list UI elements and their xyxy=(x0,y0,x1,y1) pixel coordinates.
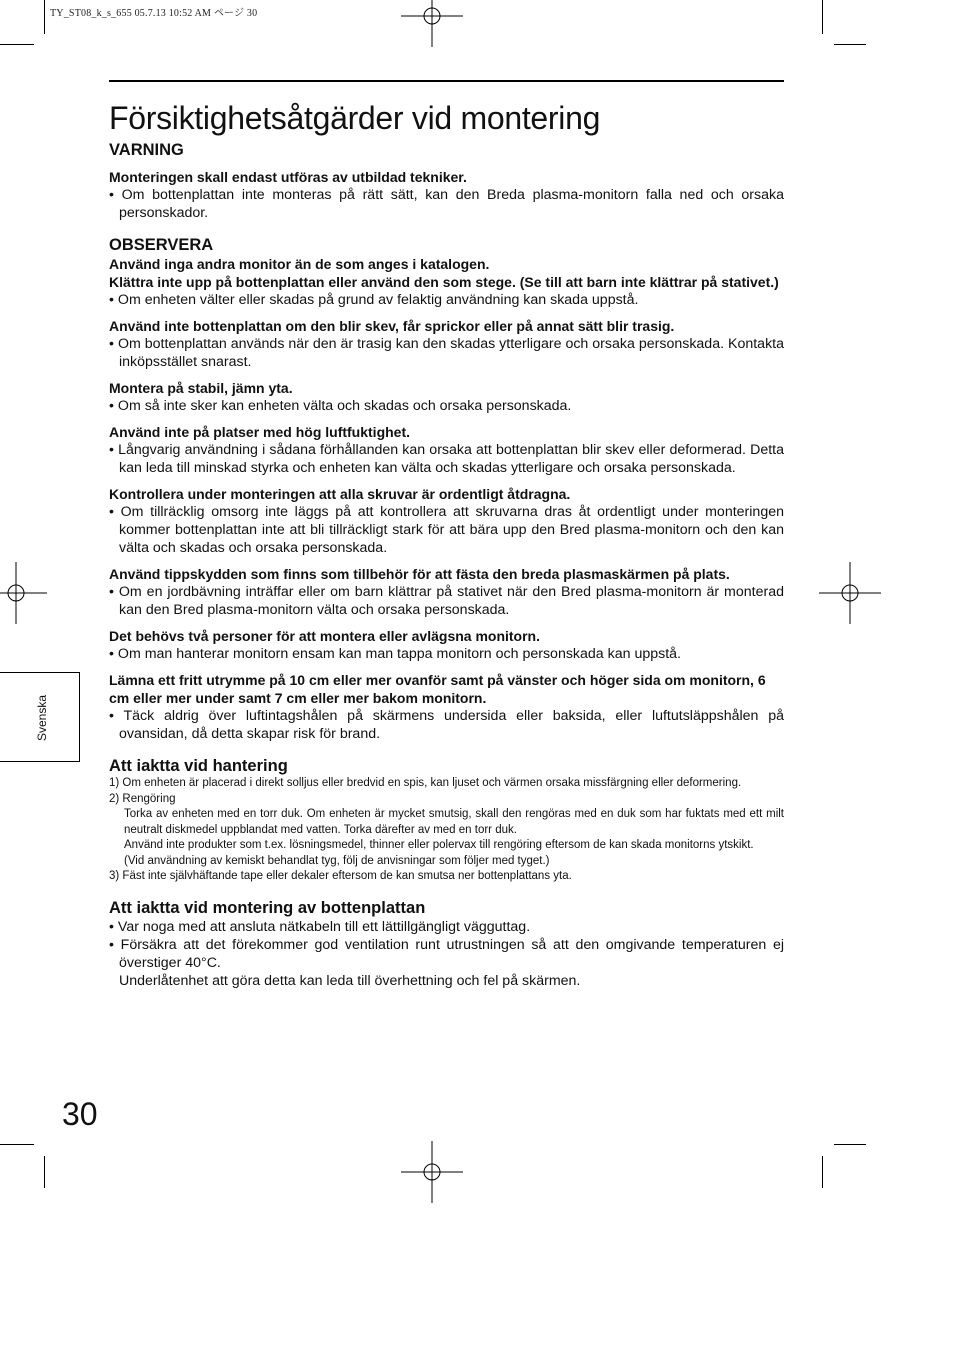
registration-mark-icon xyxy=(0,562,47,624)
caution-item-heading: Lämna ett fritt utrymme på 10 cm eller mer ovanför samt på vänster och höger sida om monitorn, 6 cm eller mer under samt 7 cm eller mer bakom monitorn. xyxy=(109,672,766,706)
caution-item-text: • Om bottenplattan används när den är trasig kan den skadas ytterligare och orsaka personskada. Kontakta inköpsstället snarast. xyxy=(109,336,784,370)
caution-heading: OBSERVERA xyxy=(109,236,214,254)
crop-mark xyxy=(834,1144,866,1145)
page-title: Försiktighetsåtgärder vid montering xyxy=(109,100,601,136)
handling-heading: Att iaktta vid hantering xyxy=(109,757,288,775)
print-header-line: TY_ST08_k_s_655 05.7.13 10:52 AM ページ 30 xyxy=(50,8,258,19)
crop-mark xyxy=(822,0,823,34)
warning-bullet: • Om bottenplattan inte monteras på rätt sätt, kan den Breda plasma-monitorn falla ned och orsaka personskador. xyxy=(109,187,784,221)
crop-mark xyxy=(44,0,45,34)
caution-item-text: • Om en jordbävning inträffar eller om barn klättrar på stativet när den Bred plasma-monitorn är monterad kan den Bred plasma-monitorn välta och orsaka personskada. xyxy=(109,584,784,618)
caution-item-text: • Om man hanterar monitorn ensam kan man tappa monitorn och personskada kan uppstå. xyxy=(109,646,681,662)
caution-item-text: • Om tillräcklig omsorg inte läggs på att kontrollera att skruvarna dras åt ordentligt under monteringen kommer bottenplattan inte att bli tillräckligt stark för att bära upp den Bred plasma-monitorn och den kan välta och skadas och orsaka personskada. xyxy=(109,504,784,556)
page-content xyxy=(109,80,784,990)
handling-paragraph: Använd inte produkter som t.ex. lösningsmedel, thinner eller polervax till rengöring eftersom de kan skada monitorns ytskikt. xyxy=(124,839,754,851)
registration-mark-icon xyxy=(401,1141,463,1203)
handling-item: 3) Fäst inte självhäftande tape eller dekaler eftersom de kan smutsa ner bottenplattans yta. xyxy=(109,870,572,882)
mounting-heading: Att iaktta vid montering av bottenplattan xyxy=(109,898,426,917)
caution-item-heading: Det behövs två personer för att montera eller avlägsna monitorn. xyxy=(109,628,540,644)
caution-item-text: • Långvarig användning i sådana förhållanden kan orsaka att bottenplattan blir skev eller deformerad. Detta kan leda till minskad styrka och enheten kan välta och skadas ytterligare och orsaka personskada. xyxy=(109,442,784,476)
warning-heading: VARNING xyxy=(109,141,184,159)
crop-mark xyxy=(834,44,866,45)
crop-mark xyxy=(822,1156,823,1188)
caution-item-heading: Montera på stabil, jämn yta. xyxy=(109,380,293,396)
crop-mark xyxy=(0,1144,34,1145)
language-label: Svenska xyxy=(35,694,49,742)
handling-paragraph: Torka av enheten med en torr duk. Om enheten är mycket smutsig, skall den rengöras med en duk som har fuktats med ett milt neutralt diskmedel uppblandat med vatten. Torka därefter av med en torr duk. xyxy=(124,808,784,836)
warning-lead: Monteringen skall endast utföras av utbildad tekniker. xyxy=(109,169,467,185)
mounting-bullet: • Försäkra att det förekommer god ventilation runt utrustningen så att den omgivande temperaturen ej överstiger 40°C. xyxy=(109,936,784,971)
caution-item-heading: Använd tippskydden som finns som tillbehör för att fästa den breda plasmaskärmen på plats. xyxy=(109,566,730,582)
language-side-tab xyxy=(0,672,80,762)
handling-item: 1) Om enheten är placerad i direkt solljus eller bredvid en spis, kan ljuset och värmen orsaka missfärgning eller deformering. xyxy=(109,777,742,789)
handling-item: 2) Rengöring xyxy=(109,792,176,805)
caution-item-text: • Täck aldrig över luftintagshålen på skärmens undersida eller baksida, eller luftutsläppshålen på ovansidan, då detta skapar risk för brand. xyxy=(109,708,784,742)
caution-item-text: • Om så inte sker kan enheten välta och skadas och orsaka personskada. xyxy=(109,398,572,414)
caution-bullet: • Om enheten välter eller skadas på grund av felaktig användning kan skada uppstå. xyxy=(109,292,639,308)
caution-item-heading: Använd inte bottenplattan om den blir skev, får sprickor eller på annat sätt blir trasig. xyxy=(109,318,675,334)
mounting-continuation: Underlåtenhet att göra detta kan leda till överhettning och fel på skärmen. xyxy=(119,972,581,989)
handling-paragraph: (Vid användning av kemiskt behandlat tyg, följ de anvisningar som följer med tyget.) xyxy=(124,854,550,867)
crop-mark xyxy=(44,1156,45,1188)
page-number: 30 xyxy=(62,1096,98,1132)
registration-mark-icon xyxy=(401,0,463,47)
caution-lead: Klättra inte upp på bottenplattan eller använd den som stege. (Se till att barn inte klättrar på stativet.) xyxy=(109,274,779,290)
registration-mark-icon xyxy=(819,562,881,624)
mounting-bullet: • Var noga med att ansluta nätkabeln till ett lättillgängligt vägguttag. xyxy=(109,918,531,935)
caution-item-heading: Använd inte på platser med hög luftfuktighet. xyxy=(109,424,411,440)
caution-lead: Använd inga andra monitor än de som anges i katalogen. xyxy=(109,256,490,272)
crop-mark xyxy=(0,44,34,45)
caution-item-heading: Kontrollera under monteringen att alla skruvar är ordentligt åtdragna. xyxy=(109,486,571,502)
